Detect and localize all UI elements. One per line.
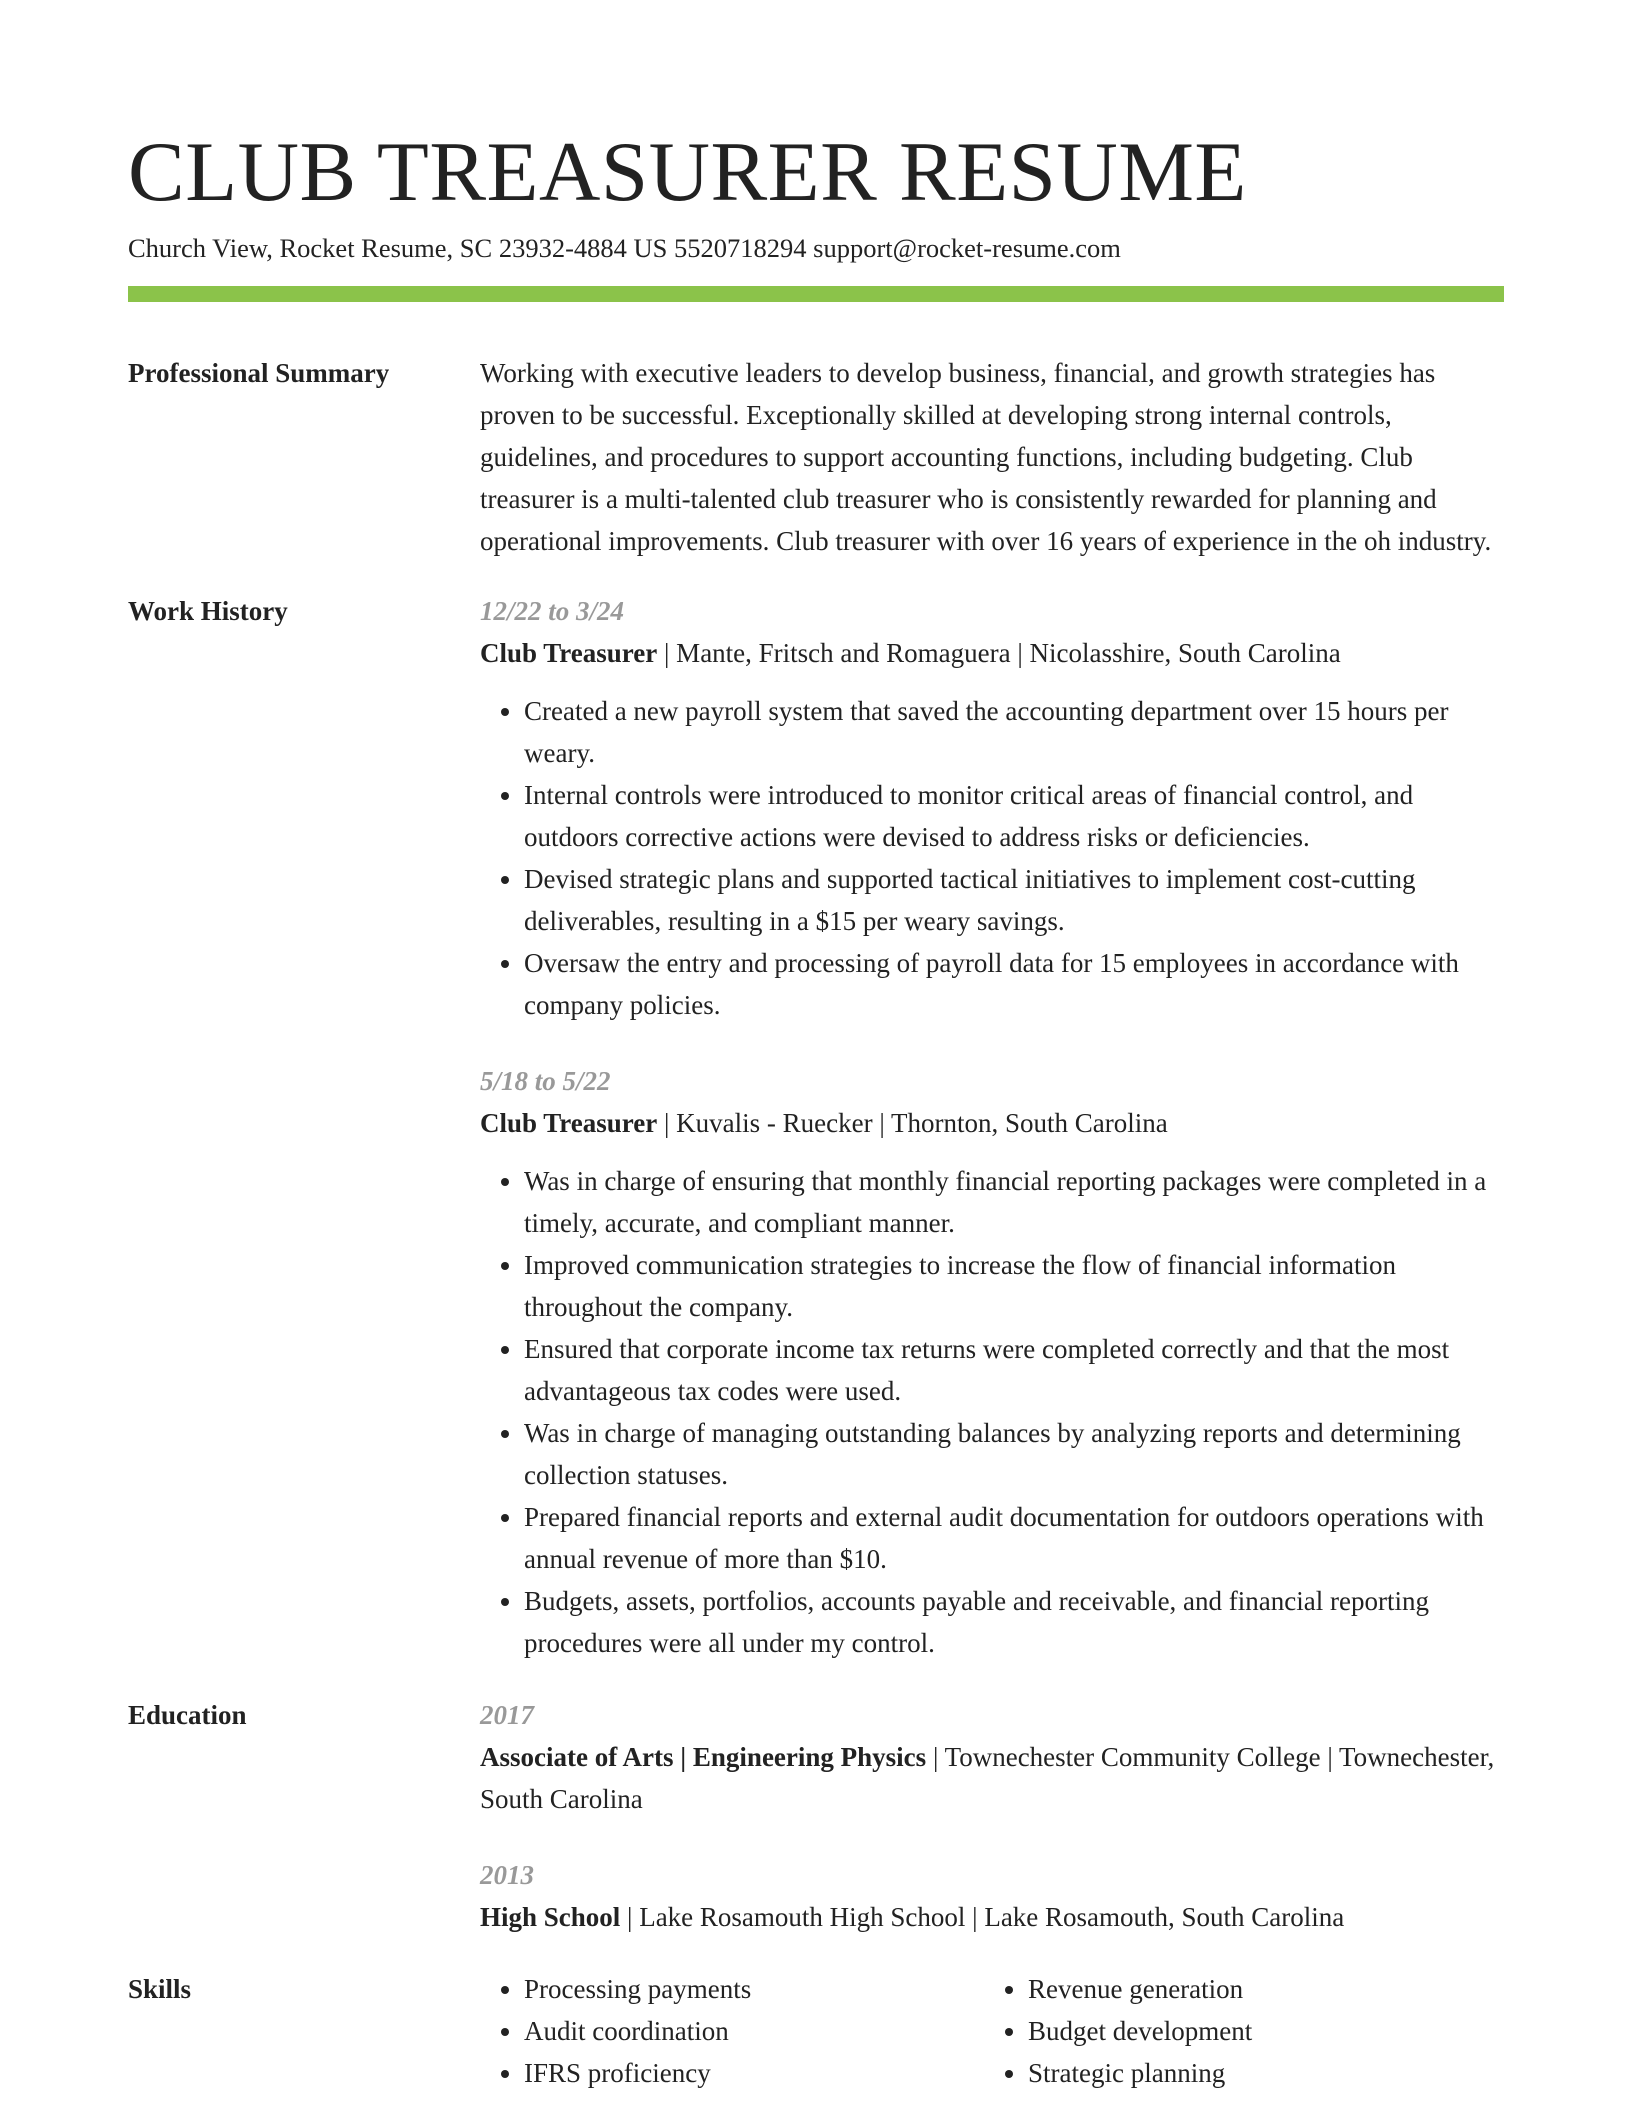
resume-title: CLUB TREASURER RESUME: [128, 125, 1247, 219]
skill-item: • Strategic planning: [1028, 2052, 1488, 2094]
education-entry: [480, 1854, 1504, 1938]
job-bullet: • Devised strategic plans and supported tactical initiatives to implement cost-cutting deliverables, resulting in a $15 per weary savings.: [524, 858, 1504, 942]
section-label-summary: Professional Summary: [128, 358, 390, 388]
education-degree: High School: [480, 1902, 621, 1932]
job-entry: [480, 590, 1504, 1026]
skill-item: • Processing payments: [524, 1968, 984, 2010]
job-date: 5/18 to 5/22: [480, 1066, 611, 1096]
summary-section: [128, 352, 1504, 562]
section-label-work-history: Work History: [128, 596, 288, 626]
resume-page: [128, 0, 1504, 2094]
education-details: | Townechester Community College | Townechester, South Carolina: [480, 1742, 1495, 1814]
work-history-section: [128, 590, 1504, 1664]
job-bullets: [480, 1160, 1504, 1664]
skills-column-left: [480, 1968, 984, 2094]
skill-item: • Audit coordination: [524, 2010, 984, 2052]
education-line: [480, 1736, 1504, 1820]
job-bullet: • Was in charge of managing outstanding balances by analyzing reports and determining collection statuses.: [524, 1412, 1504, 1496]
skill-item: • IFRS proficiency: [524, 2052, 984, 2094]
job-bullet: • Was in charge of ensuring that monthly financial reporting packages were completed in a timely, accurate, and compliant manner.: [524, 1160, 1504, 1244]
skills-section: [128, 1968, 1504, 2094]
education-date: 2017: [480, 1700, 534, 1730]
job-date: 12/22 to 3/24: [480, 596, 625, 626]
job-details: | Kuvalis - Ruecker | Thornton, South Carolina: [657, 1108, 1168, 1138]
education-date: 2013: [480, 1860, 534, 1890]
job-bullet: • Created a new payroll system that saved the accounting department over 15 hours per weary.: [524, 690, 1504, 774]
skills-column-right: [984, 1968, 1488, 2094]
job-bullet: • Improved communication strategies to increase the flow of financial information throughout the company.: [524, 1244, 1504, 1328]
job-bullet: • Budgets, assets, portfolios, accounts payable and receivable, and financial reporting procedures were all under my control.: [524, 1580, 1504, 1664]
job-bullets: [480, 690, 1504, 1026]
skill-item: • Budget development: [1028, 2010, 1488, 2052]
header-divider: [128, 286, 1504, 302]
education-line: [480, 1896, 1504, 1938]
education-degree: Associate of Arts | Engineering Physics: [480, 1742, 927, 1772]
skills-grid: [480, 1968, 1504, 2094]
job-role-line: [480, 1102, 1504, 1144]
education-details: | Lake Rosamouth High School | Lake Rosamouth, South Carolina: [620, 1902, 1345, 1932]
skill-item: • Revenue generation: [1028, 1968, 1488, 2010]
job-bullet: • Oversaw the entry and processing of payroll data for 15 employees in accordance with company policies.: [524, 942, 1504, 1026]
job-bullet: • Internal controls were introduced to monitor critical areas of financial control, and outdoors corrective actions were devised to address risks or deficiencies.: [524, 774, 1504, 858]
section-label-skills: Skills: [128, 1974, 192, 2004]
job-bullet: • Prepared financial reports and external audit documentation for outdoors operations with annual revenue of more than $10.: [524, 1496, 1504, 1580]
job-entry: [480, 1060, 1504, 1664]
job-title: Club Treasurer: [480, 638, 658, 668]
section-label-education: Education: [128, 1700, 247, 1730]
job-title: Club Treasurer: [480, 1108, 658, 1138]
job-bullet: • Ensured that corporate income tax returns were completed correctly and that the most advantageous tax codes were used.: [524, 1328, 1504, 1412]
summary-text: Working with executive leaders to develop business, financial, and growth strategies has proven to be successful. Exceptionally skilled at developing strong internal controls, guidelines, and procedures to support accounting functions, including budgeting. Club treasurer is a multi-talented club treasurer who is consistently rewarded for planning and operational improvements. Club treasurer with over 16 years of experience in the oh industry.: [480, 358, 1492, 556]
education-section: [128, 1694, 1504, 1938]
education-entry: [480, 1694, 1504, 1820]
job-role-line: [480, 632, 1504, 674]
job-details: | Mante, Fritsch and Romaguera | Nicolasshire, South Carolina: [657, 638, 1341, 668]
contact-line: Church View, Rocket Resume, SC 23932-4884 US 5520718294 support@rocket-resume.com: [128, 233, 1121, 263]
